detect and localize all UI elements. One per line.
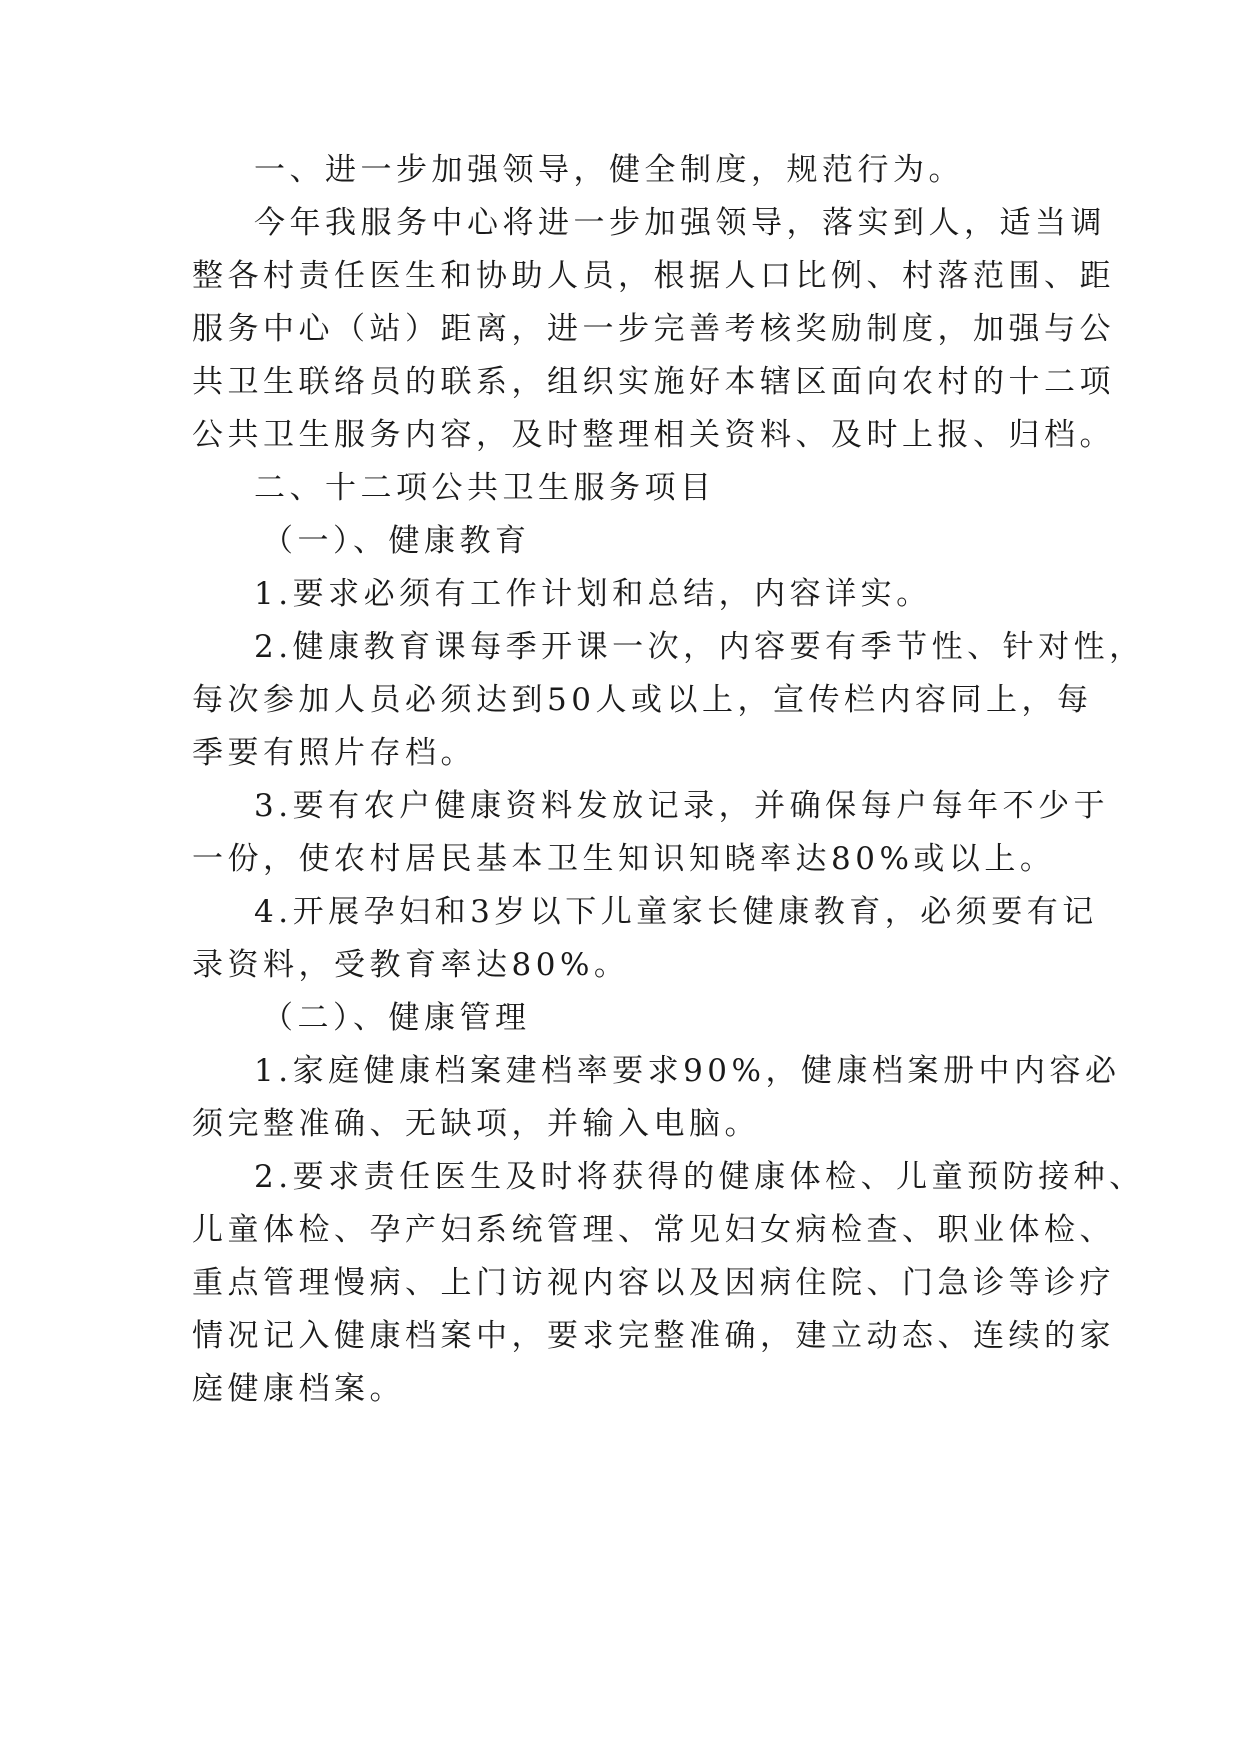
paragraph-line: 重点管理慢病、上门访视内容以及因病住院、门急诊等诊疗 [192,1265,1115,1301]
paragraph-line: 今年我服务中心将进一步加强领导，落实到人，适当调 [254,205,1106,241]
paragraph-line: 儿童体检、孕产妇系统管理、常见妇女病检查、职业体检、 [192,1212,1115,1248]
list-item: 2.健康教育课每季开课一次，内容要有季节性、针对性， [254,629,1145,665]
paragraph-line: 庭健康档案。 [192,1371,405,1407]
section-heading-1: 一、进一步加强领导，健全制度，规范行为。 [254,152,964,188]
subsection-heading-1: （一）、健康教育 [262,523,531,559]
subsection-heading-2: （二）、健康管理 [262,1000,531,1036]
list-item: 1.要求必须有工作计划和总结，内容详实。 [254,576,932,612]
paragraph-line: 每次参加人员必须达到50人或以上，宣传栏内容同上，每 [192,682,1093,718]
paragraph-line: 情况记入健康档案中，要求完整准确，建立动态、连续的家 [192,1318,1115,1354]
list-item: 4.开展孕妇和3岁以下儿童家长健康教育，必须要有记 [254,894,1098,930]
list-item: 1.家庭健康档案建档率要求90%，健康档案册中内容必 [254,1053,1121,1089]
paragraph-line: 录资料，受教育率达80%。 [192,947,630,983]
list-item: 3.要有农户健康资料发放记录，并确保每户每年不少于 [254,788,1110,824]
paragraph-line: 季要有照片存档。 [192,735,476,771]
paragraph-line: 公共卫生服务内容，及时整理相关资料、及时上报、归档。 [192,417,1115,453]
section-heading-2: 二、十二项公共卫生服务项目 [254,470,716,506]
paragraph-line: 一份，使农村居民基本卫生知识知晓率达80%或以上。 [192,841,1056,877]
paragraph-line: 共卫生联络员的联系，组织实施好本辖区面向农村的十二项 [192,364,1115,400]
paragraph-line: 整各村责任医生和协助人员，根据人口比例、村落范围、距 [192,258,1115,294]
list-item: 2.要求责任医生及时将获得的健康体检、儿童预防接种、 [254,1159,1145,1195]
paragraph-line: 须完整准确、无缺项，并输入电脑。 [192,1106,760,1142]
paragraph-line: 服务中心（站）距离，进一步完善考核奖励制度，加强与公 [192,311,1115,347]
